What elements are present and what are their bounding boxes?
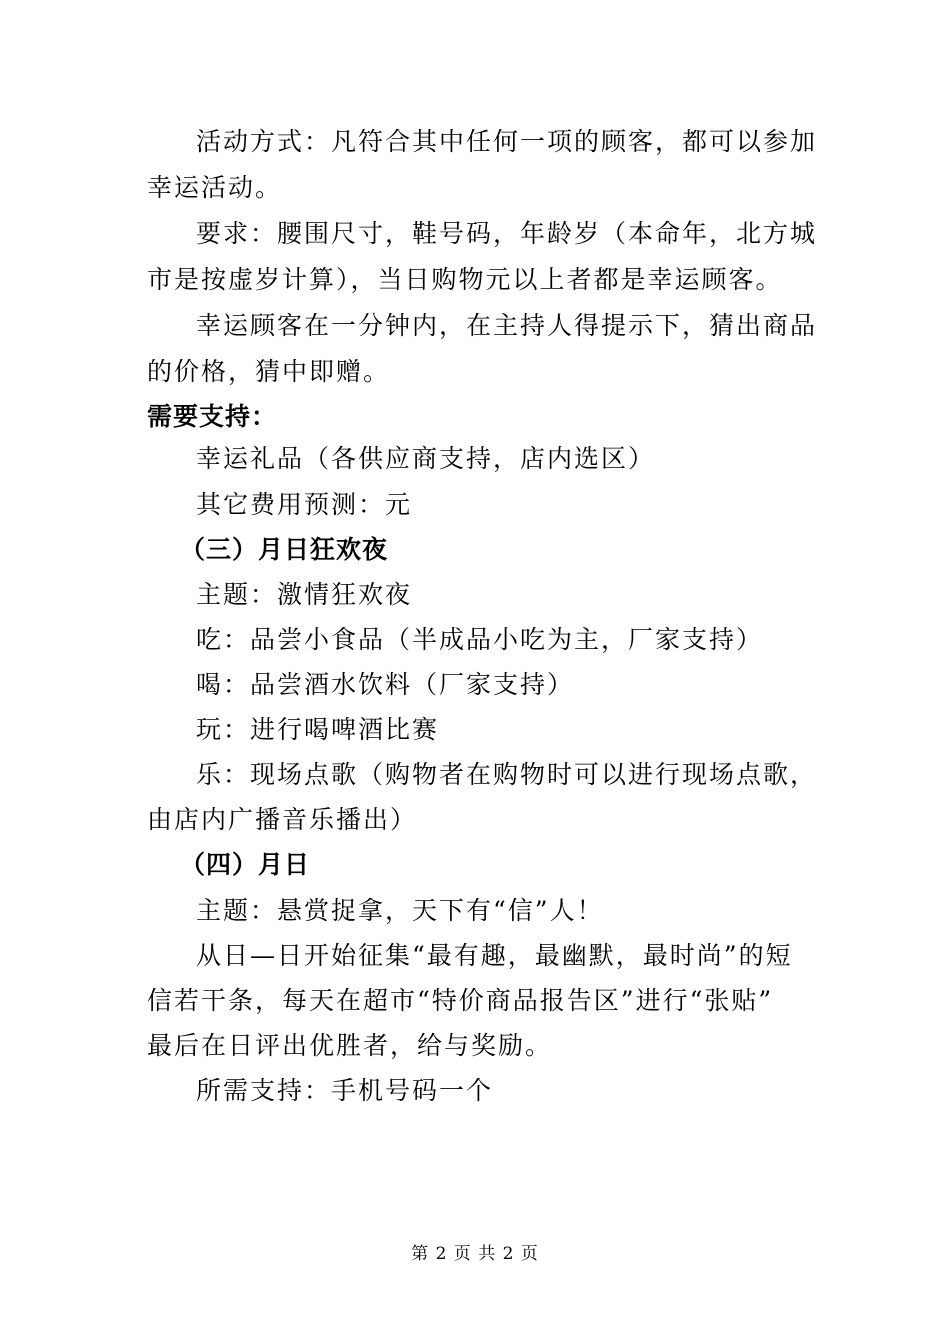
- paragraph-lucky-customer-line-2: 的价格，猜中即赠。: [147, 357, 391, 386]
- paragraph-drink: 喝：品尝酒水饮料（厂家支持）: [196, 670, 575, 699]
- section-heading-support: 需要支持：: [147, 402, 278, 431]
- paragraph-lucky-customer-line-1: 幸运顾客在一分钟内，在主持人得提示下，猜出商品: [196, 311, 818, 340]
- paragraph-theme-reward: 主题：悬赏捉拿，天下有“信”人！: [196, 896, 604, 925]
- paragraph-lucky-gifts: 幸运礼品（各供应商支持，店内选区）: [196, 444, 656, 473]
- section-heading-three: （三）月日狂欢夜: [180, 535, 389, 564]
- section-heading-four: （四）月日: [180, 850, 311, 879]
- paragraph-collection-line-3: 最后在日评出优胜者，给与奖励。: [147, 1031, 553, 1060]
- paragraph-eat: 吃：品尝小食品（半成品小吃为主，厂家支持）: [196, 625, 764, 654]
- paragraph-play: 玩：进行喝啤酒比赛: [196, 715, 440, 744]
- paragraph-collection-line-2: 信若干条，每天在超市“特价商品报告区”进行“张贴”: [147, 986, 774, 1015]
- paragraph-music-line-2: 由店内广播音乐播出）: [147, 805, 418, 834]
- paragraph-requirements-line-1: 要求：腰围尺寸，鞋号码，年龄岁（本命年，北方城: [196, 219, 818, 248]
- page-footer: 第 2 页 共 2 页: [411, 1244, 539, 1264]
- paragraph-required-support: 所需支持：手机号码一个: [196, 1076, 494, 1105]
- paragraph-activity-method-line-1: 活动方式：凡符合其中任何一项的顾客，都可以参加: [196, 127, 818, 156]
- paragraph-other-costs: 其它费用预测：元: [196, 490, 413, 519]
- paragraph-requirements-line-2: 市是按虚岁计算），当日购物元以上者都是幸运顾客。: [147, 265, 783, 294]
- paragraph-theme-carnival: 主题：激情狂欢夜: [196, 580, 413, 609]
- paragraph-activity-method-line-2: 幸运活动。: [147, 173, 283, 202]
- paragraph-music-line-1: 乐：现场点歌（购物者在购物时可以进行现场点歌，: [196, 760, 818, 789]
- paragraph-collection-line-1: 从日—日开始征集“最有趣，最幽默，最时尚”的短: [196, 941, 793, 970]
